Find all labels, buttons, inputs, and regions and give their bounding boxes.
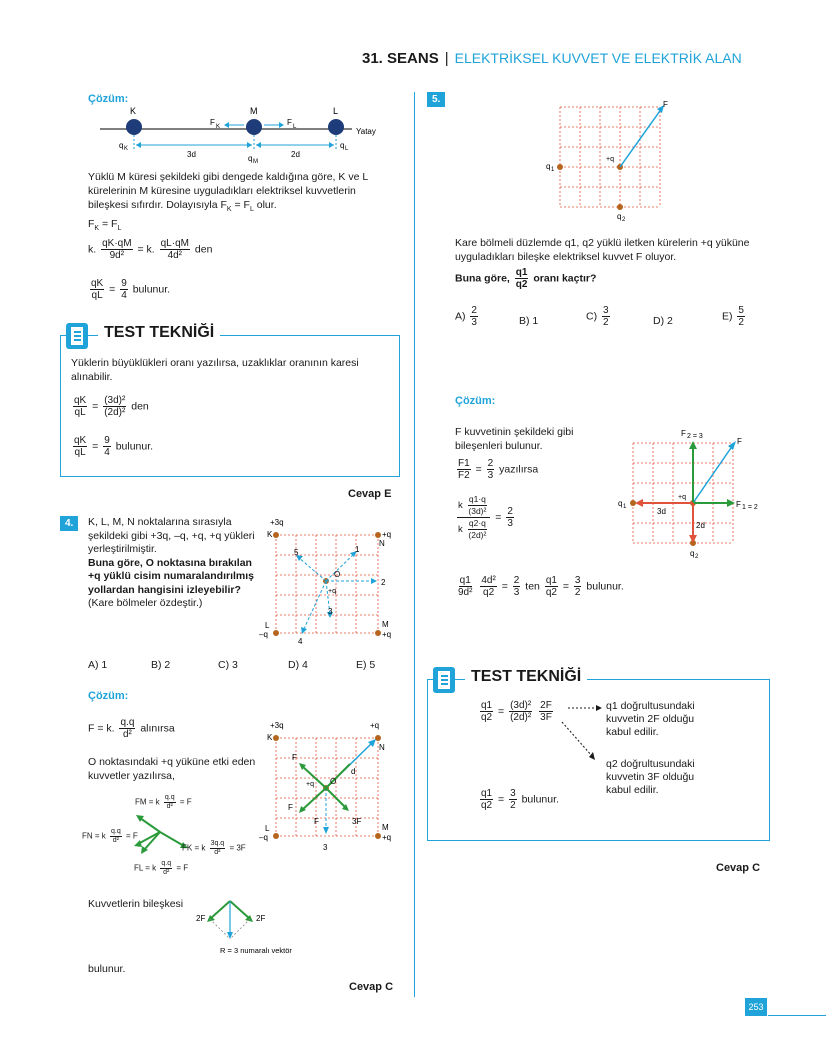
label-fl: F (287, 118, 292, 127)
svg-text:q: q (546, 162, 551, 171)
option-4d[interactable]: D) 4 (288, 659, 308, 671)
svg-text:+3q: +3q (270, 721, 284, 730)
page-number-line (768, 1015, 826, 1016)
label-yatay: Yatay (356, 127, 376, 136)
column-divider (414, 92, 415, 997)
test-technique-title-right: TEST TEKNİĞİ (465, 668, 587, 686)
answer-4: Cevap C (349, 981, 394, 993)
svg-text:+q: +q (328, 588, 336, 595)
svg-text:N: N (379, 743, 385, 752)
svg-text:2F: 2F (196, 914, 206, 923)
svg-text:1 = 2: 1 = 2 (742, 504, 758, 511)
svg-text:N: N (379, 539, 385, 548)
question-4-number: 4. (60, 516, 78, 531)
figure-solution-5-components (615, 425, 775, 565)
svg-text:+q: +q (382, 630, 392, 639)
resultant-label: Kuvvetlerin bileşkesi (88, 898, 184, 910)
test-eq-right: $\frac{q1}{q2}$ = $\frac{\text{(3d)²}}{\text{(2d)²}}$ $\frac{2F}{3F}$ (481, 700, 552, 723)
svg-text:q: q (690, 549, 695, 558)
question-5-number: 5. (427, 92, 445, 107)
svg-text:d: d (351, 767, 356, 776)
svg-text:2d: 2d (696, 521, 705, 530)
solution-4-formula: F = k. $\frac{q.q}{\text{d²}}$ alınırsa (88, 717, 175, 740)
svg-text:K: K (267, 733, 273, 742)
figure-question-5 (540, 95, 680, 225)
label-ql: q (340, 141, 345, 150)
svg-text:+3q: +3q (270, 518, 284, 527)
label-qm: q (248, 154, 253, 163)
option-4e[interactable]: E) 5 (356, 659, 376, 671)
label-qk-sub: K (124, 146, 129, 152)
svg-text:1: 1 (551, 167, 555, 173)
book-icon-right (433, 667, 455, 693)
svg-text:F: F (681, 429, 686, 438)
svg-text:R = 3 numaralı vektör: R = 3 numaralı vektör (220, 946, 292, 955)
svg-text:2: 2 (622, 217, 626, 223)
svg-text:M: M (382, 620, 389, 629)
bulunur-text: bulunur. (88, 963, 126, 975)
answer-5: Cevap C (716, 862, 761, 874)
test-arrows (560, 700, 610, 770)
svg-text:F: F (736, 500, 741, 509)
solution-1-text: Yüklü M küresi şekildeki gibi dengede kaldığına göre, K ve L kürelerinin M küresine uyguladıkları elektriksel kuvvetlerin bileşkesi sıfırdır. Dolayısıyla $F_K = F_L$ olur. (88, 171, 368, 214)
test-technique-title-left: TEST TEKNİĞİ (98, 324, 220, 342)
label-ql-sub: L (345, 146, 349, 152)
force-formulas: FM = k $\frac{q.q}{\text{d²}}$ = F FN = k $\frac{q.q}{\text{d²}}$ = F FK = k $\frac{3q.q}{\text{d²}}$ = 3F FL = k $\frac{q.q}{\text{d²}}$ = F (82, 794, 246, 876)
test-technique-text-left: Yüklerin büyüklükleri oranı yazılırsa, uzaklıklar oranının karesi alınabilir. (71, 357, 359, 383)
session-number: 31. SEANS (362, 50, 439, 67)
question-5-text: Kare bölmeli düzlemde q1, q2 yüklü iletken kürelerin +q yüküne uyguladıkları bileşke elektriksel kuvvet F oluyor. (455, 237, 750, 263)
test-note-1: q1 doğrultusundaki kuvvetin 2F olduğu kabul edilir. (606, 700, 695, 738)
svg-text:+q: +q (382, 833, 392, 842)
equation-fk-fl: $F_K = F_L$ (88, 218, 122, 233)
svg-text:q: q (617, 212, 622, 221)
svg-text:F: F (314, 817, 319, 826)
label-k: K (130, 106, 137, 116)
test-result-right: $\frac{q1}{q2}$ = $\frac{3}{2}$ bulunur. (481, 788, 559, 811)
label-fk: F (210, 118, 215, 127)
option-5a[interactable]: A) $\frac{2}{3}$ (455, 305, 477, 328)
svg-text:M: M (382, 823, 389, 832)
svg-text:3d: 3d (657, 507, 666, 516)
svg-text:F: F (288, 803, 293, 812)
book-icon (66, 323, 88, 349)
svg-text:O: O (330, 777, 337, 786)
svg-text:5: 5 (294, 548, 299, 557)
solution-4-text: O noktasındaki +q yüküne etki eden kuvvetler yazılırsa, (88, 756, 256, 782)
label-qm-sub: M (253, 159, 258, 165)
svg-text:2: 2 (381, 578, 386, 587)
svg-text:3: 3 (323, 843, 328, 852)
svg-text:2 = 3: 2 = 3 (687, 433, 703, 440)
option-5b[interactable]: B) 1 (519, 315, 539, 327)
label-fk-sub: K (216, 124, 221, 130)
test-note-2: q2 doğrultusundaki kuvvetin 3F olduğu kabul edilir. (606, 758, 695, 796)
svg-text:+q: +q (606, 156, 614, 163)
svg-text:+q: +q (678, 494, 686, 501)
option-5e[interactable]: E) $\frac{5}{2}$ (722, 305, 744, 328)
header-separator: | (444, 50, 449, 67)
figure-4-grid (258, 515, 398, 650)
solution-label-5: Çözüm: (455, 395, 496, 407)
solution-5-eq3: $\frac{q1}{\text{9d²}}$ $\frac{\text{4d²}}{q2}$ = $\frac{2}{3}$ ten $\frac{q1}{q2}$ = $\frac{3}{2}$ bulunur. (458, 575, 624, 598)
option-4a[interactable]: A) 1 (88, 659, 108, 671)
svg-text:1: 1 (355, 545, 360, 554)
option-4c[interactable]: C) 3 (218, 659, 238, 671)
solution-5-text: F kuvvetinin şekildeki gibi bileşenleri bulunur. (455, 426, 574, 452)
solution-5-eq1: $\frac{F1}{F2}$ = $\frac{2}{3}$ yazılırsa (458, 458, 539, 481)
solution-label-4: Çözüm: (88, 690, 129, 702)
left-edge-mark (0, 36, 4, 84)
label-fl-sub: L (293, 124, 297, 130)
label-qk: q (119, 141, 124, 150)
equation-ratio-result: $\frac{qK}{qL}$ = $\frac{9}{4}$ bulunur. (91, 278, 171, 301)
label-l: L (333, 106, 339, 116)
svg-text:3F: 3F (352, 817, 362, 826)
option-5c[interactable]: C) $\frac{3}{2}$ (586, 305, 609, 328)
page-number: 253 (745, 998, 767, 1016)
equation-coulomb-balance: k. $\frac{qK\cdot qM}{\text{9d²}}$ = k. $\frac{qL\cdot qM}{\text{4d²}}$ den (88, 238, 213, 261)
answer-1: Cevap E (348, 488, 392, 500)
svg-text:F: F (292, 753, 297, 762)
label-m: M (250, 106, 258, 116)
page-header (362, 50, 742, 67)
svg-text:+q: +q (382, 530, 392, 539)
option-4b[interactable]: B) 2 (151, 659, 171, 671)
label-3d: 3d (187, 150, 196, 159)
resultant-diagram (190, 895, 320, 960)
svg-text:2: 2 (695, 554, 699, 560)
test-eq-2-left: $\frac{qK}{qL}$ = $\frac{9}{4}$ bulunur. (74, 435, 154, 458)
label-2d: 2d (291, 150, 300, 159)
svg-text:L: L (265, 621, 270, 630)
svg-text:4: 4 (298, 637, 303, 646)
svg-text:O: O (334, 570, 341, 579)
svg-text:1: 1 (623, 504, 627, 510)
svg-text:F: F (737, 437, 742, 446)
solution-label-1: Çözüm: (88, 93, 129, 105)
question-5-ask: Buna göre, $\frac{q1}{q2}$ oranı kaçtır? (455, 267, 597, 290)
svg-text:K: K (267, 530, 273, 539)
solution-5-eq2: k $\frac{q1\cdot q}{\text{(3d)²}}$ k $\frac{q2\cdot q}{\text{(2d)²}}$ = $\frac{2}{3}$ (458, 494, 513, 540)
svg-text:+q: +q (306, 781, 314, 788)
svg-text:3: 3 (328, 607, 333, 616)
chapter-title: ELEKTRİKSEL KUVVET VE ELEKTRİK ALAN (454, 50, 742, 66)
figure-spheres-line (90, 103, 390, 165)
svg-text:–q: –q (259, 630, 268, 639)
question-4-text: K, L, M, N noktalarına sırasıyla şekildeki gibi +3q, –q, +q, +q yükleri yerleştirilmiştir. Buna göre, O noktasına bırakılan +q yüklü cisim numaralandırılmış yollardan hangisini izleyebilir? (Kare bölmeler özdeştir.) (88, 516, 255, 609)
svg-text:q: q (618, 499, 623, 508)
test-eq-1-left: $\frac{qK}{qL}$ = $\frac{\text{(3d)²}}{\text{(2d)²}}$ den (74, 395, 149, 418)
svg-text:L: L (265, 824, 270, 833)
option-5d[interactable]: D) 2 (653, 315, 673, 327)
svg-text:2F: 2F (256, 914, 266, 923)
svg-text:F: F (663, 100, 668, 109)
figure-5-forces-grid (258, 718, 398, 856)
svg-text:+q: +q (370, 721, 380, 730)
svg-text:–q: –q (259, 833, 268, 842)
